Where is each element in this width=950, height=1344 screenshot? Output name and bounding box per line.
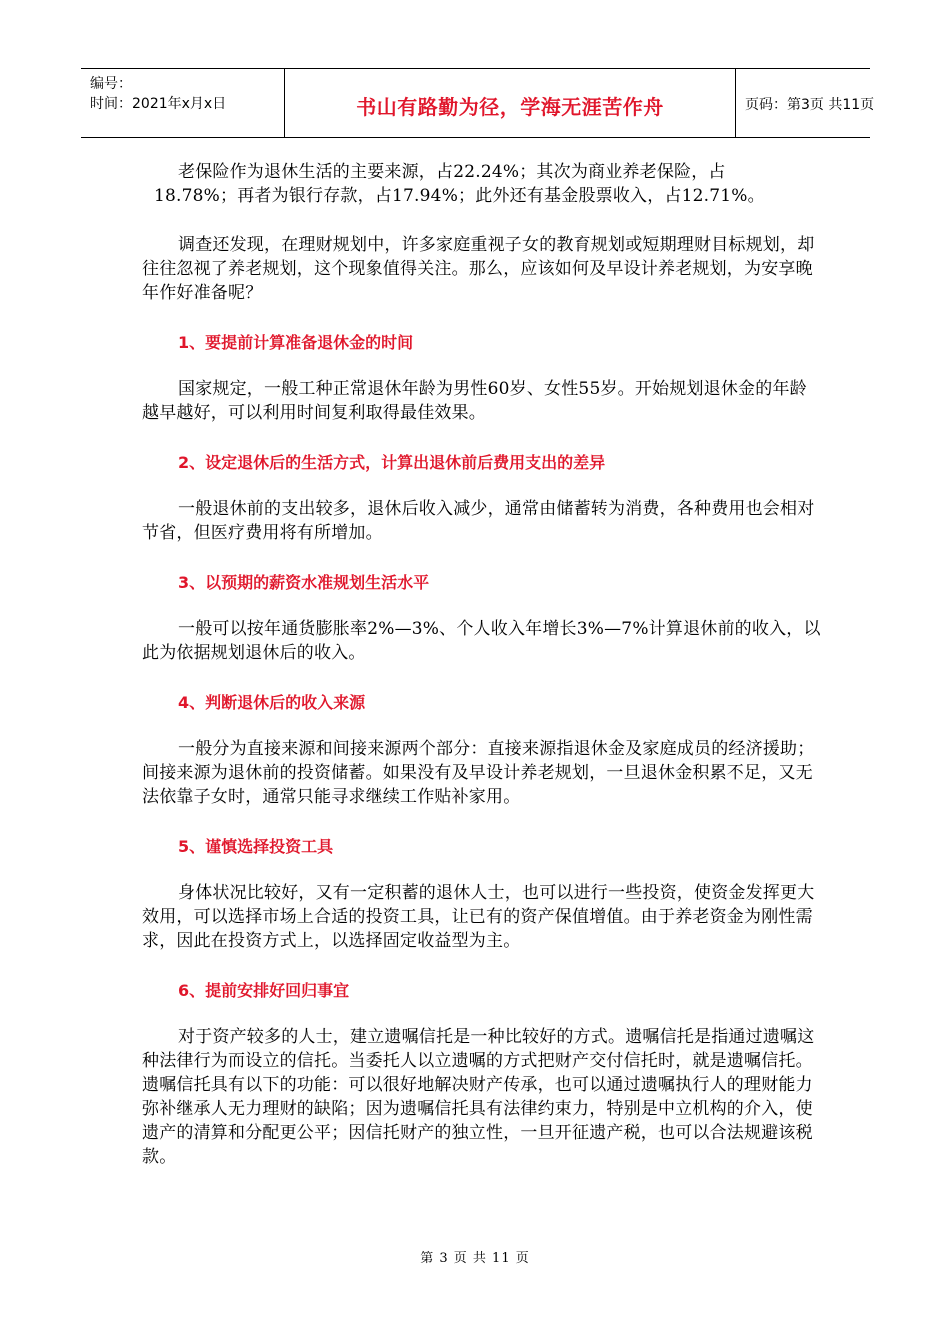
paragraph-0-line2: 18.78%；再者为银行存款，占17.94%；此外还有基金股票收入，占12.71%。: [154, 186, 765, 206]
time-label: 时间：2021年x月x日: [90, 96, 227, 112]
section-heading-6: 6、提前安排好回归事宜: [178, 981, 350, 1000]
paragraph-1: 调查还发现，在理财规划中，许多家庭重视子女的教育规划或短期理财目标规划，却往往忽视了养老规划，这个现象值得关注。那么，应该如何及早设计养老规划，为安享晚年作好准备呢？: [142, 235, 815, 303]
section-heading-1: 1、要提前计算准备退休金的时间: [178, 333, 414, 352]
paragraph-0: [142, 160, 822, 208]
header-motto-cell: [284, 69, 736, 137]
paragraph-4: 一般可以按年通货膨胀率2%—3%、个人收入年增长3%—7%计算退休前的收入，以此为依据规划退休后的收入。: [142, 619, 821, 663]
paragraph-2: 国家规定，一般工种正常退休年龄为男性60岁、女性55岁。开始规划退休金的年龄越早越好，可以利用时间复利取得最佳效果。: [142, 379, 807, 423]
section-heading-4: 4、判断退休后的收入来源: [178, 693, 366, 712]
motto: 书山有路勤为径，学海无涯苦作舟: [356, 95, 664, 119]
paragraph-3: 一般退休前的支出较多，退休后收入减少，通常由储蓄转为消费，各种费用也会相对节省，但医疗费用将有所增加。: [142, 499, 815, 543]
paragraph-5: 一般分为直接来源和间接来源两个部分：直接来源指退休金及家庭成员的经济援助；间接来源为退休前的投资储蓄。如果没有及早设计养老规划，一旦退休金积累不足，又无法依靠子女时，通常只能寻求继续工作贴补家用。: [142, 739, 815, 807]
section-heading-2: 2、设定退休后的生活方式，计算出退休前后费用支出的差异: [178, 453, 606, 472]
page-footer: 第 3 页 共 11 页: [420, 1251, 530, 1266]
page-header: [81, 68, 875, 138]
section-heading-5: 5、谨慎选择投资工具: [178, 837, 334, 856]
paragraph-6: 身体状况比较好，又有一定积蓄的退休人士，也可以进行一些投资，使资金发挥更大效用，可以选择市场上合适的投资工具，让已有的资产保值增值。由于养老资金为刚性需求，因此在投资方式上，以选择固定收益型为主。: [142, 883, 815, 951]
code-label: 编号：: [90, 76, 132, 92]
header-page-cell: [735, 69, 875, 137]
section-heading-3: 3、以预期的薪资水准规划生活水平: [178, 573, 430, 592]
paragraph-0-line1: 老保险作为退休生活的主要来源，占22.24%；其次为商业养老保险，占: [178, 162, 726, 182]
header-meta-cell: [81, 69, 284, 137]
paragraph-7: 对于资产较多的人士，建立遗嘱信托是一种比较好的方式。遗嘱信托是指通过遗嘱这种法律行为而设立的信托。当委托人以立遗嘱的方式把财产交付信托时，就是遗嘱信托。遗嘱信托具有以下的功能：可以很好地解决财产传承，也可以通过遗嘱执行人的理财能力弥补继承人无力理财的缺陷；因为遗嘱信托具有法律约束力，特别是中立机构的介入，使遗产的清算和分配更公平；因信托财产的独立性，一旦开征遗产税，也可以合法规避该税款。: [142, 1027, 815, 1167]
page-info: 页码：第3页 共11页: [745, 97, 875, 113]
